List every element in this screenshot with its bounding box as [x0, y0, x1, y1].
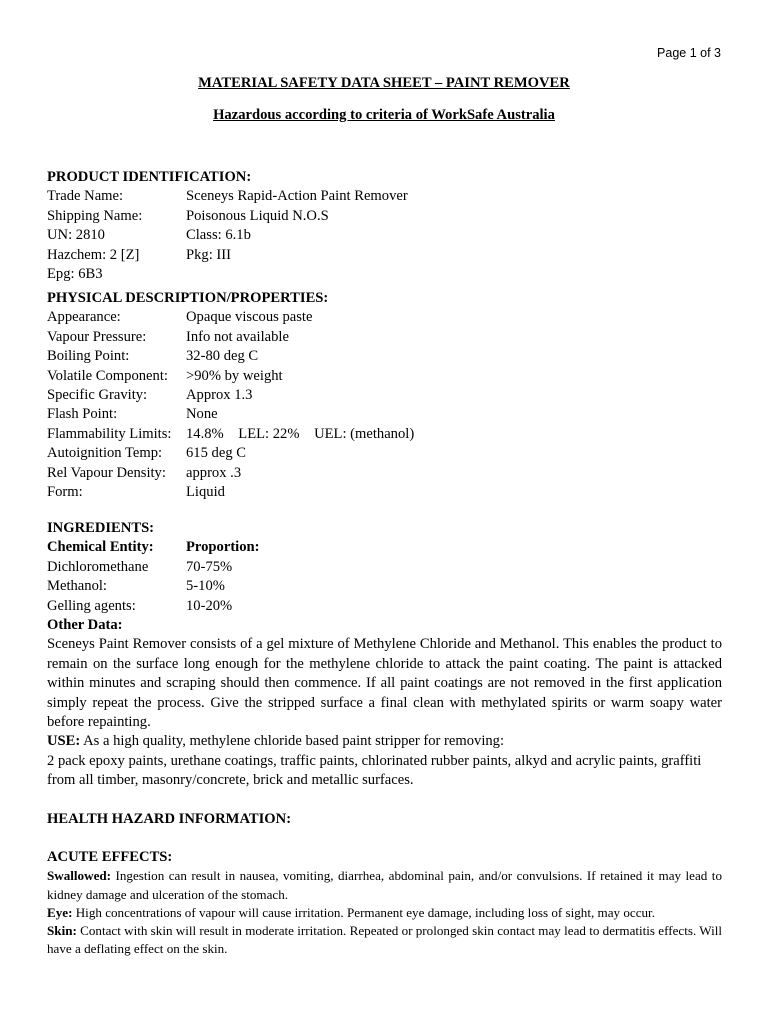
column-header-proportion: Proportion: — [186, 539, 260, 556]
property-label: Flash Point: — [47, 406, 118, 423]
swallowed-label: Swallowed: — [47, 868, 112, 884]
field-row — [47, 187, 722, 206]
swallowed-text: Ingestion can result in nausea, vomiting, diarrhea, abdominal pain, and/or convulsions. If retained it may lead to kidney damage and ulceration of the stomach. — [47, 868, 722, 902]
ingredient-row — [47, 577, 722, 596]
ingredient-row — [47, 597, 722, 616]
property-value: Opaque viscous paste — [186, 309, 313, 326]
field-label: Shipping Name: — [47, 207, 143, 224]
field-value: Pkg: III — [186, 246, 231, 263]
property-label: Boiling Point: — [47, 348, 130, 365]
use-label: USE: — [47, 733, 81, 750]
acute-effects-heading: ACUTE EFFECTS: — [47, 849, 173, 865]
field-row — [47, 207, 722, 226]
skin-paragraph — [47, 922, 722, 958]
skin-text: Contact with skin will result in moderate irritation. Repeated or prolonged skin contact may lead to dermatitis effects. Will have a deflating effect on the skin. — [47, 923, 723, 957]
property-row — [47, 367, 722, 386]
ingredients-section — [47, 519, 722, 791]
ingredient-proportion: 5-10% — [186, 578, 225, 595]
field-value: Sceneys Rapid-Action Paint Remover — [186, 188, 408, 205]
page-number: Page 1 of 3 — [657, 46, 721, 60]
product-identification-section — [47, 168, 722, 284]
property-row — [47, 483, 722, 502]
property-value: Info not available — [186, 328, 289, 345]
property-row — [47, 347, 722, 366]
use-paragraph — [47, 732, 722, 751]
ingredient-proportion: 10-20% — [186, 597, 233, 614]
field-label: UN: 2810 — [47, 227, 105, 244]
swallowed-paragraph — [47, 867, 722, 903]
property-label: Flammability Limits: — [47, 425, 172, 442]
field-row — [47, 265, 722, 284]
property-value: 32-80 deg C — [186, 348, 259, 365]
section-heading: PRODUCT IDENTIFICATION: — [47, 169, 252, 185]
property-label: Specific Gravity: — [47, 386, 148, 403]
ingredient-name: Gelling agents: — [47, 597, 136, 614]
field-row — [47, 226, 722, 245]
property-value: 615 deg C — [186, 445, 246, 462]
eye-text: High concentrations of vapour will cause irritation. Permanent eye damage, including loss of sight, may occur. — [72, 904, 655, 920]
property-value: Approx 1.3 — [186, 386, 253, 403]
property-row — [47, 328, 722, 347]
property-value: None — [186, 406, 218, 423]
property-row — [47, 405, 722, 424]
property-label: Volatile Component: — [47, 367, 168, 384]
property-row — [47, 386, 722, 405]
property-row — [47, 425, 722, 444]
health-hazard-heading: HEALTH HAZARD INFORMATION: — [47, 811, 292, 827]
acute-effects-section — [47, 848, 722, 958]
document-title: MATERIAL SAFETY DATA SHEET – PAINT REMOVER — [198, 75, 570, 91]
field-label: Epg: 6B3 — [47, 265, 103, 282]
physical-properties-section — [47, 289, 722, 502]
skin-label: Skin: — [47, 923, 77, 939]
ingredient-row — [47, 558, 722, 577]
column-header-entity: Chemical Entity: — [47, 539, 154, 556]
property-label: Appearance: — [47, 309, 121, 326]
property-row — [47, 444, 722, 463]
use-text: As a high quality, methylene chloride based paint stripper for removing: — [80, 733, 505, 750]
eye-label: Eye: — [47, 904, 73, 920]
ingredient-name: Methanol: — [47, 578, 107, 595]
eye-paragraph — [47, 904, 722, 922]
property-row — [47, 464, 722, 483]
use-detail-paragraph: 2 pack epoxy paints, urethane coatings, traffic paints, chlorinated rubber paints, alkyd and acrylic paints, graffiti from all timber, masonry/concrete, brick and metallic surfaces. — [47, 752, 702, 789]
property-label: Vapour Pressure: — [47, 328, 147, 345]
document-subtitle: Hazardous according to criteria of WorkSafe Australia — [213, 107, 555, 123]
property-row — [47, 308, 722, 327]
other-data-paragraph: Sceneys Paint Remover consists of a gel mixture of Methylene Chloride and Methanol. This enables the product to remain on the surface long enough for the methylene chloride to attack the paint coating. The paint is attacked within minutes and scraping should then commence. If all paint coatings are not removed in the first application simply repeat the process. Give the stripped surface a final clean with methylated spirits or warm soapy water before repainting. — [47, 636, 722, 730]
field-label: Hazchem: 2 [Z] — [47, 246, 140, 263]
property-label: Autoignition Temp: — [47, 445, 163, 462]
ingredient-proportion: 70-75% — [186, 558, 233, 575]
property-value: 14.8% LEL: 22% UEL: (methanol) — [186, 425, 415, 442]
property-value: approx .3 — [186, 464, 242, 481]
ingredients-header-row — [47, 538, 722, 557]
property-label: Rel Vapour Density: — [47, 464, 166, 481]
section-heading: INGREDIENTS: — [47, 520, 155, 536]
property-value: >90% by weight — [186, 367, 283, 384]
field-value: Class: 6.1b — [186, 227, 251, 244]
property-value: Liquid — [186, 483, 225, 500]
section-heading: PHYSICAL DESCRIPTION/PROPERTIES: — [47, 290, 329, 306]
field-label: Trade Name: — [47, 188, 124, 205]
ingredient-name: Dichloromethane — [47, 558, 149, 575]
property-label: Form: — [47, 483, 83, 500]
field-value: Poisonous Liquid N.O.S — [186, 207, 329, 224]
field-row — [47, 246, 722, 265]
other-data-heading: Other Data: — [47, 616, 123, 633]
